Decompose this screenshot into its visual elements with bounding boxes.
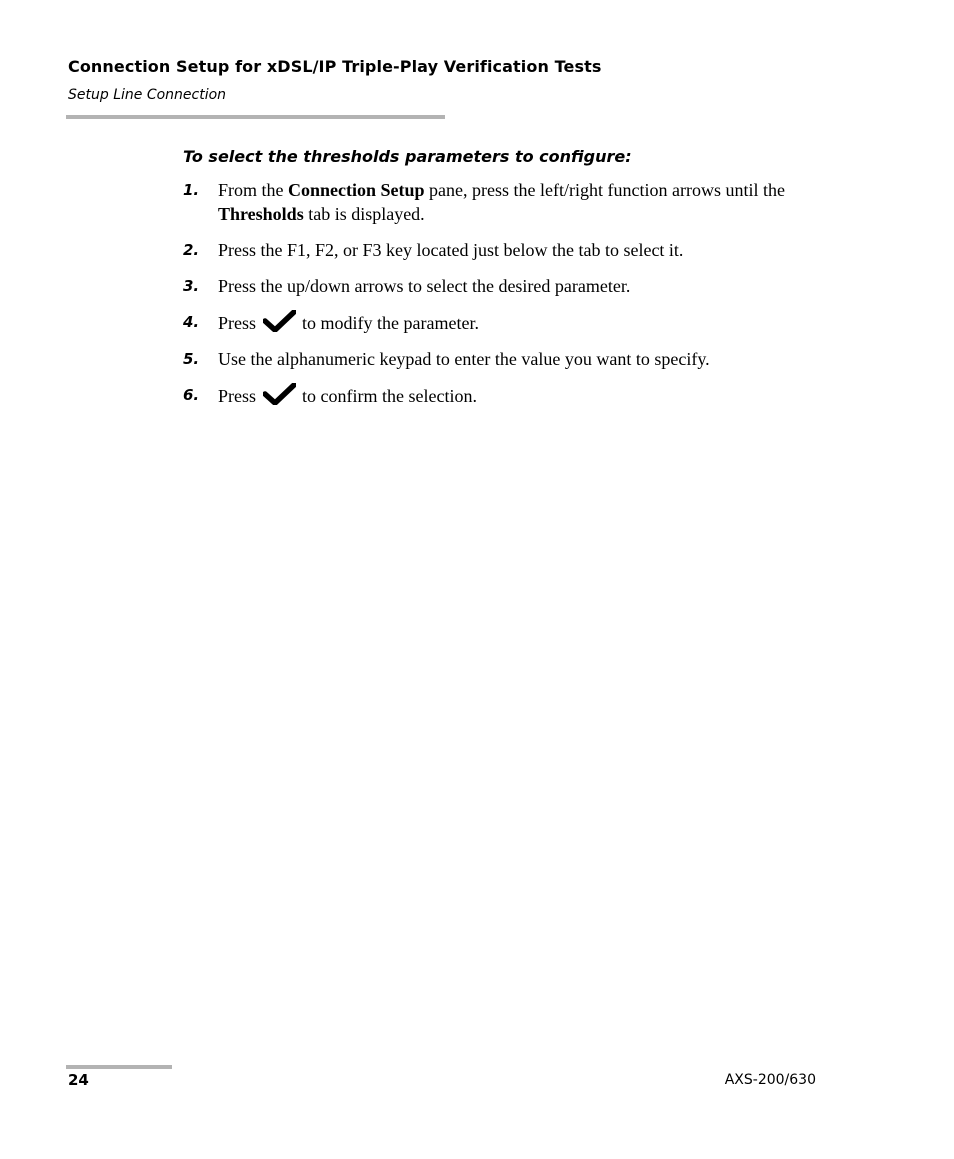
step-bold-term: Thresholds	[218, 204, 304, 224]
header-divider	[66, 115, 445, 119]
page-header-subtitle: Setup Line Connection	[68, 87, 227, 103]
step-2	[183, 238, 843, 262]
step-number: 3.	[183, 277, 200, 295]
step-text: pane, press the left/right function arrows until the	[424, 180, 785, 200]
step-number: 5.	[183, 350, 200, 368]
step-text: Use the alphanumeric keypad to enter the value you want to specify.	[218, 349, 710, 369]
checkmark-icon	[263, 383, 296, 405]
step-number: 1.	[183, 181, 200, 199]
step-3	[183, 274, 843, 298]
checkmark-icon	[263, 310, 296, 332]
procedure-steps	[183, 178, 843, 420]
step-text: to modify the parameter.	[297, 313, 479, 333]
step-text: Press the F1, F2, or F3 key located just below the tab to select it.	[218, 240, 684, 260]
step-1	[183, 178, 843, 226]
step-text: Press	[218, 386, 261, 406]
page-number: 24	[68, 1071, 89, 1089]
step-bold-term: Connection Setup	[288, 180, 425, 200]
footer-divider	[66, 1065, 172, 1069]
product-name: AXS-200/630	[724, 1072, 816, 1088]
step-text: Press	[218, 313, 261, 333]
step-text: From the	[218, 180, 288, 200]
step-text: to confirm the selection.	[297, 386, 477, 406]
procedure-heading: To select the thresholds parameters to configure:	[183, 147, 632, 166]
step-text: Press the up/down arrows to select the desired parameter.	[218, 276, 631, 296]
step-5	[183, 347, 843, 371]
step-4	[183, 310, 843, 335]
step-number: 6.	[183, 386, 200, 404]
step-text: tab is displayed.	[303, 204, 425, 224]
step-number: 2.	[183, 241, 200, 259]
step-number: 4.	[183, 313, 200, 331]
step-6	[183, 383, 843, 408]
page-header-title: Connection Setup for xDSL/IP Triple-Play Verification Tests	[68, 57, 602, 76]
